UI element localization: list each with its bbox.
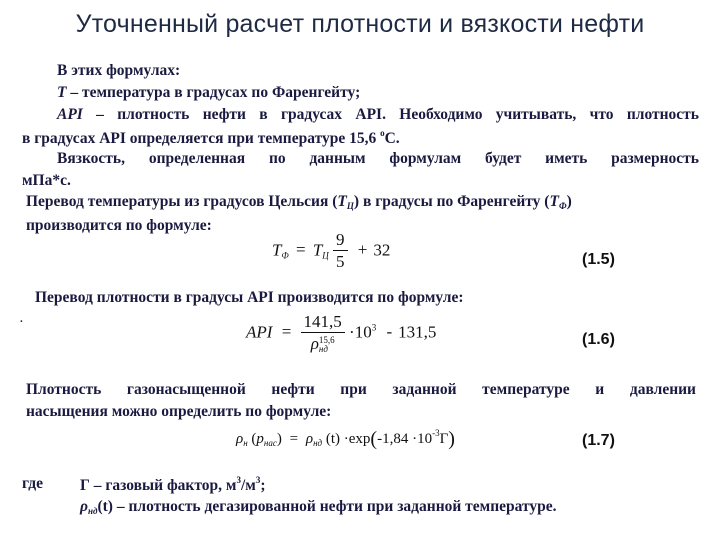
temp-conv-line2: производится по формуле: [26,217,212,234]
gas-text-line2: насыщения можно определить по формуле: [26,403,332,420]
f16-times-ten: ·10 [349,322,372,342]
f16-rho-indices [319,336,335,354]
celsius-unit: С. [384,130,400,147]
f17-rho-nd-sub: нд [313,438,323,448]
f15-lhs-sub: Ф [281,250,289,261]
f17-p: p [256,431,264,447]
f15-rhs-sub: Ц [322,250,329,261]
t-symbol-c: T [337,193,347,210]
eq-label-1-5: (1.5) [582,251,615,268]
f15-plus: + [357,240,368,260]
f15-lhs-t: T [272,240,282,260]
legend-exp2: 3 [255,475,261,485]
t-symbol-f: T [549,193,559,210]
f15-equals: = [295,240,306,260]
f16-numerator: 141,5 [301,312,345,333]
notes-api-line2 [22,128,400,148]
notes-t-line [57,84,360,102]
legend-rho-arg: (t) [97,498,113,515]
f16-equals: = [281,322,292,342]
notes-intro: В этих формулах: [57,62,181,79]
formula-1-5 [272,230,390,273]
degree-mark: о [380,128,385,138]
f17-exp: ·exp [343,431,371,447]
legend-slash: /м [240,477,256,494]
f15-denominator: 5 [336,252,345,271]
temp-conv-line1 [26,193,572,211]
legend-gamma-symbol: Г [80,477,90,494]
f17-equals: = [289,431,299,447]
gas-text-line1: Плотность газонасыщенной нефти при заданной температуре и давлении [26,381,696,398]
f16-rho-sub: нд [318,344,328,355]
legend-where: где [22,475,43,492]
f15-fraction [333,230,348,273]
f17-close-paren: ) [276,431,282,447]
legend-rho-text: – плотность дегазированной нефти при заданной температуре. [112,498,557,515]
notes-visc-line1: Вязкость, определенная по данным формулам будет иметь размерность [57,150,699,167]
f17-rho-sub: н [243,438,248,448]
t-description: – температура в градусах по Фаренгейту; [66,84,361,101]
f17-inner: -1,84 ·10 [377,431,433,447]
f17-gamma: Г [439,431,449,447]
f-subscript: Ф [558,201,567,211]
f17-big-paren-open: ( [370,428,378,450]
t-symbol: T [57,84,67,101]
f17-t-arg: (t) [325,431,341,447]
f17-rho-nd: ρ [305,431,314,447]
legend-rho-line [80,498,557,516]
f17-rho: ρ [236,431,244,447]
f16-lhs: API [246,322,273,342]
temp-conv-text-a: Перевод температуры из градусов Цельсия ( [26,193,338,210]
c-subscript: Ц [346,201,354,211]
f17-open-paren: ( [251,431,257,447]
notes-visc-line2: мПа*с. [22,172,71,189]
legend-exp1: 3 [236,475,241,485]
legend-rho-symbol: ρ [80,498,88,515]
eq-label-1-7: (1.7) [582,432,615,449]
api-conv-text: Перевод плотности в градусы API производится по формуле: [35,289,464,306]
f15-rhs-t: T [312,240,323,260]
notes-api-line1 [57,106,699,124]
f16-fraction [301,312,345,355]
f16-rho: ρ [310,334,319,353]
eq-label-1-6: (1.6) [582,331,615,348]
legend-gamma-text: – газовый фактор, м [89,477,237,494]
legend-semicolon: ; [260,477,266,494]
f15-numerator: 9 [333,230,348,251]
f16-exponent: 3 [371,322,377,333]
f16-denominator [301,333,345,355]
slide-title: Уточненный расчет плотности и вязкости нефти [75,10,645,38]
api-description: – плотность нефти в градусах API. Необходимо учитывать, что плотность [82,106,699,123]
f17-inner-exp: -3 [432,428,440,438]
f16-minus: - [386,322,393,342]
legend-rho-sub: нд [88,506,98,516]
f16-rho-sup: 15,6 [318,335,335,346]
legend-gamma-line [80,475,265,495]
temp-conv-text-c: ) [566,193,572,210]
temp-conv-text-b: ) в градусы по Фаренгейту ( [353,193,550,210]
f17-big-paren-close: ) [448,428,455,450]
api-description-cont: в градусах API определяется при температуре 15,6 [22,130,381,147]
formula-1-7 [236,428,455,451]
api-symbol: API [57,106,83,123]
f16-constant: 131,5 [398,322,437,342]
f15-constant: 32 [373,240,391,260]
formula-1-6 [246,312,436,355]
stray-mark: . [20,313,23,325]
f17-p-sub: нас [263,438,277,448]
